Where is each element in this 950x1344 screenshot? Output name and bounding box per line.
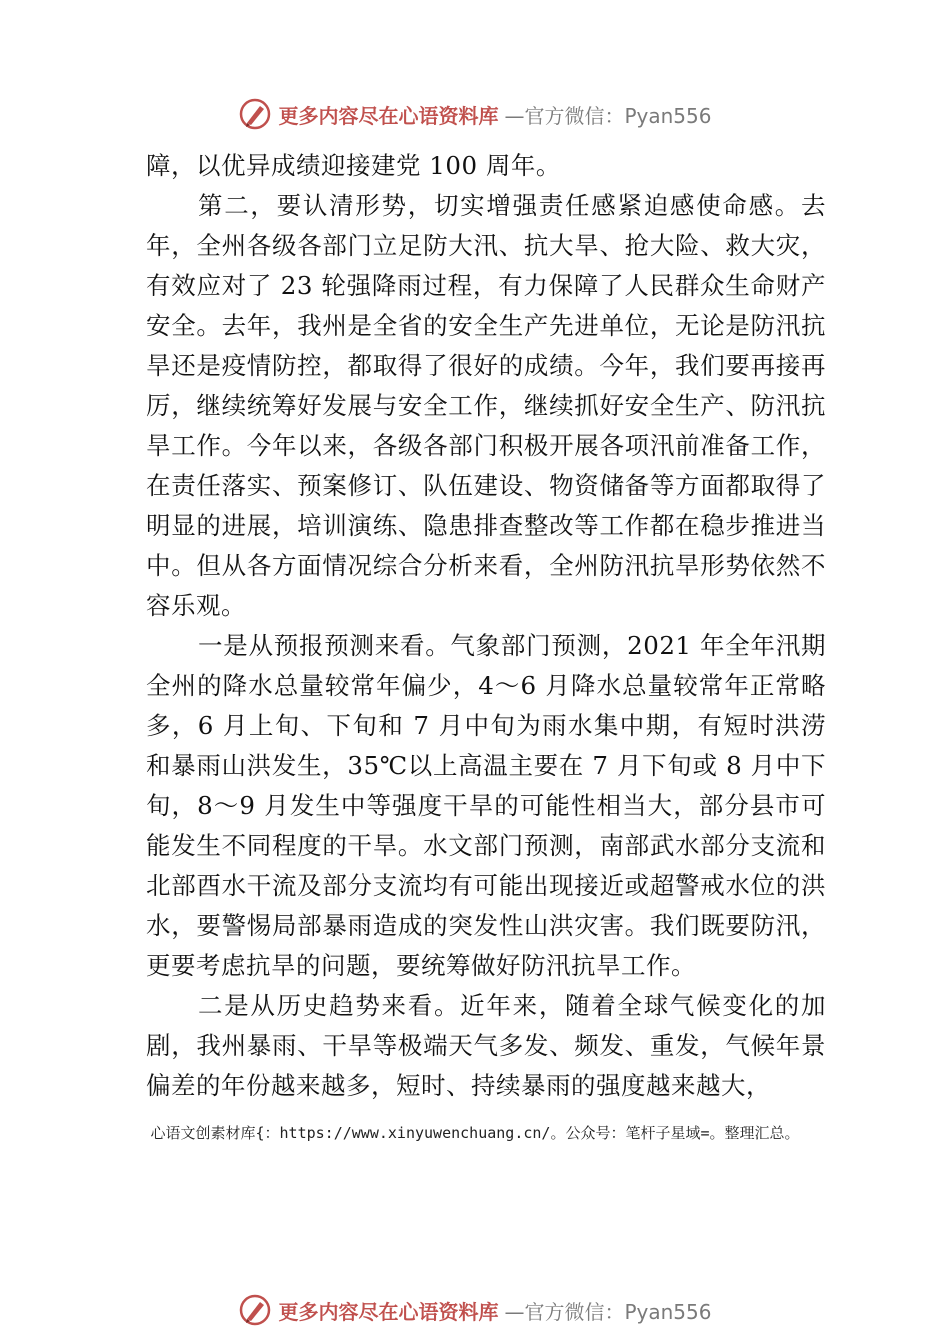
pen-logo-icon	[238, 1293, 272, 1327]
document-body	[146, 146, 826, 1106]
pen-logo-icon	[238, 97, 272, 131]
banner-site-name: 更多内容尽在心语资料库	[278, 1299, 499, 1324]
header-banner	[0, 92, 950, 136]
source-footnote: 心语文创素材库{：https://www.xinyuwenchuang.cn/。公众号：笔杆子星域=。整理汇总。	[150, 1124, 800, 1142]
banner-wechat-id: —官方微信：Pyan556	[504, 1299, 712, 1324]
paragraph-continuation: 障，以优异成绩迎接建党 100 周年。	[146, 151, 561, 180]
paragraph-history: 二是从历史趋势来看。近年来，随着全球气候变化的加剧，我州暴雨、干旱等极端天气多发、频发、重发，气候年景偏差的年份越来越多，短时、持续暴雨的强度越来越大，	[146, 991, 826, 1100]
banner-wechat-id: —官方微信：Pyan556	[504, 103, 712, 128]
paragraph-forecast: 一是从预报预测来看。气象部门预测，2021 年全年汛期全州的降水总量较常年偏少，4～6 月降水总量较常年正常略多，6 月上旬、下旬和 7 月中旬为雨水集中期，有短时洪涝和暴雨山洪发生，35℃以上高温主要在 7 月下旬或 8 月中下旬，8～9 月发生中等强度干旱的可能性相当大，部分县市可能发生不同程度的干旱。水文部门预测，南部武水部分支流和北部酉水干流及部分支流均有可能出现接近或超警戒水位的洪水，要警惕局部暴雨造成的突发性山洪灾害。我们既要防汛，更要考虑抗旱的问题，要统筹做好防汛抗旱工作。	[146, 631, 826, 980]
footer-banner	[0, 1288, 950, 1332]
banner-site-name: 更多内容尽在心语资料库	[278, 103, 499, 128]
paragraph-second-point: 第二，要认清形势，切实增强责任感紧迫感使命感。去年，全州各级各部门立足防大汛、抗大旱、抢大险、救大灾，有效应对了 23 轮强降雨过程，有力保障了人民群众生命财产安全。去年，我州是全省的安全生产先进单位，无论是防汛抗旱还是疫情防控，都取得了很好的成绩。今年，我们要再接再厉，继续统筹好发展与安全工作，继续抓好安全生产、防汛抗旱工作。今年以来，各级各部门积极开展各项汛前准备工作，在责任落实、预案修订、队伍建设、物资储备等方面都取得了明显的进展，培训演练、隐患排查整改等工作都在稳步推进当中。但从各方面情况综合分析来看，全州防汛抗旱形势依然不容乐观。	[146, 191, 826, 620]
